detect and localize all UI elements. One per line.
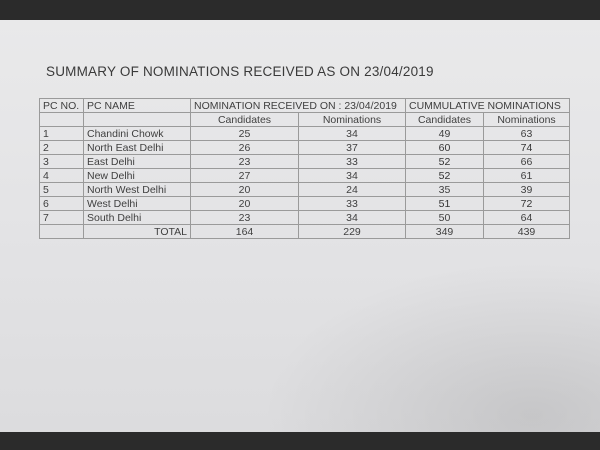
cell-received-nominations: 33 (299, 197, 406, 211)
cell-pc-name: North East Delhi (84, 141, 191, 155)
table-row (40, 197, 570, 211)
cell-pc-no: 2 (40, 141, 84, 155)
cell-received-candidates: 25 (191, 127, 299, 141)
table-row (40, 183, 570, 197)
total-row (40, 225, 570, 239)
cell-cumulative-candidates: 52 (406, 169, 484, 183)
cell-pc-name: West Delhi (84, 197, 191, 211)
cell-cumulative-nominations: 39 (484, 183, 570, 197)
cell-received-nominations: 37 (299, 141, 406, 155)
header-pc-name: PC NAME (84, 99, 191, 113)
table-row (40, 127, 570, 141)
cell-cumulative-candidates: 50 (406, 211, 484, 225)
cell-cumulative-nominations: 64 (484, 211, 570, 225)
total-received-nominations: 229 (299, 225, 406, 239)
header-received-group: NOMINATION RECEIVED ON : 23/04/2019 (191, 99, 406, 113)
cell-cumulative-candidates: 60 (406, 141, 484, 155)
header-empty-pc-name (84, 113, 191, 127)
table-row (40, 141, 570, 155)
cell-cumulative-nominations: 61 (484, 169, 570, 183)
header-row-sub (40, 113, 570, 127)
cell-cumulative-nominations: 66 (484, 155, 570, 169)
cell-cumulative-nominations: 74 (484, 141, 570, 155)
cell-pc-no: 3 (40, 155, 84, 169)
cell-pc-name: South Delhi (84, 211, 191, 225)
cell-received-nominations: 34 (299, 127, 406, 141)
cell-pc-no: 5 (40, 183, 84, 197)
cell-cumulative-candidates: 52 (406, 155, 484, 169)
cell-received-candidates: 23 (191, 211, 299, 225)
cell-pc-name: Chandini Chowk (84, 127, 191, 141)
table-row (40, 169, 570, 183)
table-row (40, 155, 570, 169)
header-received-candidates: Candidates (191, 113, 299, 127)
total-label: TOTAL (84, 225, 191, 239)
cell-pc-name: North West Delhi (84, 183, 191, 197)
cell-pc-name: East Delhi (84, 155, 191, 169)
cell-pc-no: 7 (40, 211, 84, 225)
header-cumulative-group: CUMMULATIVE NOMINATIONS (406, 99, 570, 113)
header-cumulative-candidates: Candidates (406, 113, 484, 127)
cell-pc-no: 6 (40, 197, 84, 211)
header-pc-no: PC NO. (40, 99, 84, 113)
cell-received-candidates: 27 (191, 169, 299, 183)
cell-received-candidates: 20 (191, 197, 299, 211)
cell-cumulative-candidates: 51 (406, 197, 484, 211)
cell-received-candidates: 23 (191, 155, 299, 169)
cell-received-nominations: 24 (299, 183, 406, 197)
cell-pc-name: New Delhi (84, 169, 191, 183)
cell-cumulative-candidates: 49 (406, 127, 484, 141)
cell-total-empty (40, 225, 84, 239)
cell-pc-no: 4 (40, 169, 84, 183)
header-cumulative-nominations: Nominations (484, 113, 570, 127)
cell-received-nominations: 34 (299, 211, 406, 225)
cell-cumulative-nominations: 63 (484, 127, 570, 141)
document-title: SUMMARY OF NOMINATIONS RECEIVED AS ON 23/04/2019 (46, 64, 434, 79)
header-empty-pc-no (40, 113, 84, 127)
cell-received-candidates: 20 (191, 183, 299, 197)
nominations-table (39, 98, 570, 239)
table-row (40, 211, 570, 225)
cell-cumulative-candidates: 35 (406, 183, 484, 197)
total-cumulative-candidates: 349 (406, 225, 484, 239)
cell-received-nominations: 34 (299, 169, 406, 183)
header-received-nominations: Nominations (299, 113, 406, 127)
cell-pc-no: 1 (40, 127, 84, 141)
cell-received-candidates: 26 (191, 141, 299, 155)
cell-cumulative-nominations: 72 (484, 197, 570, 211)
total-received-candidates: 164 (191, 225, 299, 239)
header-row-top (40, 99, 570, 113)
total-cumulative-nominations: 439 (484, 225, 570, 239)
cell-received-nominations: 33 (299, 155, 406, 169)
